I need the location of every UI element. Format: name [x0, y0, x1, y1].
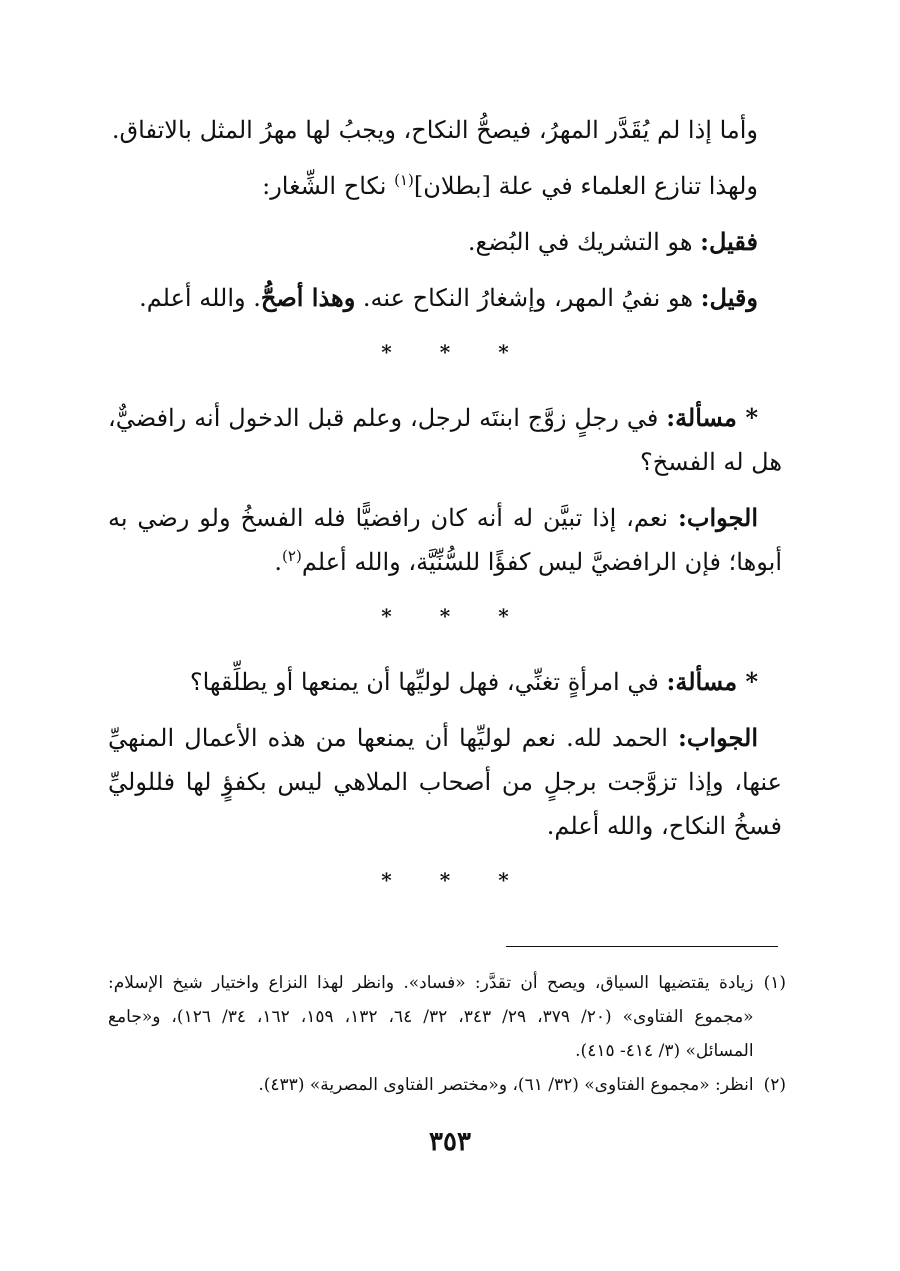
footnote-text: انظر: «مجموع الفتاوى» (٣٢/ ٦١)، و«مختصر الفتاوى المصرية» (٤٣٣).: [258, 1075, 754, 1095]
footnote-text: زيادة يقتضيها السياق، ويصح أن تقدَّر: «فساد». وانظر لهذا النزاع واختيار شيخ الإسلام: «مجموع الفتاوى» (٢٠/ ٣٧٩، ٢٩/ ٣٤٣، ٣٢/ ٦٤، ١٣٢، ١٥٩، ١٦٢، ٣٤/ ١٢٦)، و«جامع المسائل» (٣/ ٤١٤- ٤١٥).: [108, 973, 754, 1061]
question-rafidi: * مسألة: في رجلٍ زوَّج ابنتَه لرجل، وعلم قبل الدخول أنه رافضيٌّ، هل له الفسخ؟: [108, 403, 782, 476]
opinion-label: فقيل:: [700, 227, 758, 256]
question-singer: * مسألة: في امرأةٍ تغنِّي، فهل لوليِّها أن يمنعها أو يطلِّقها؟: [189, 667, 758, 696]
asterisk-icon: *: [439, 868, 451, 892]
footnote-divider: [506, 946, 778, 947]
asterisk-icon: *: [498, 604, 509, 628]
main-text: [108, 108, 782, 924]
answer-label: الجواب:: [678, 723, 758, 752]
section-separator: [108, 606, 782, 626]
asterisk-icon: *: [439, 340, 451, 364]
section-separator: [108, 870, 782, 890]
footnote-number: (٢): [763, 1075, 786, 1095]
asterisk-icon: *: [381, 340, 392, 364]
footnote-2: [108, 1068, 786, 1102]
footnote-ref-1[interactable]: (١): [394, 171, 414, 189]
asterisk-icon: *: [498, 340, 509, 364]
paragraph-first-opinion: فقيل: هو التشريك في البُضع.: [467, 227, 758, 256]
footnotes: [108, 966, 786, 1102]
question-label: * مسألة:: [666, 403, 758, 432]
footnote-1: [108, 966, 786, 1068]
paragraph-shighar: ولهذا تنازع العلماء في علة [بطلان]$^{(١)}$ نكاح الشِّغار:: [262, 171, 758, 200]
answer-label: الجواب:: [678, 503, 758, 532]
asterisk-icon: *: [498, 868, 509, 892]
answer-rafidi: الجواب: نعم، إذا تبيَّن له أنه كان رافضيًّا فله الفسخُ ولو رضي به أبوها؛ فإن الرافضيَّ ليس كفؤًا للسُّنِّيَّة، والله أعلم$^{(٢)}$.: [108, 503, 782, 576]
paragraph-mahr: وأما إذا لم يُقَدَّر المهرُ، فيصحُّ النكاح، ويجبُ لها مهرُ المثل بالاتفاق.: [111, 116, 758, 144]
question-label: * مسألة:: [666, 667, 758, 696]
paragraph-second-opinion: وقيل: هو نفيُ المهر، وإشغارُ النكاح عنه. وهذا أصحُّ. والله أعلم.: [139, 283, 758, 312]
footnote-ref-2[interactable]: (٢): [282, 547, 302, 565]
asterisk-icon: *: [381, 868, 392, 892]
asterisk-icon: *: [439, 604, 451, 628]
footnote-number: (١): [763, 973, 786, 993]
opinion-label: وقيل:: [700, 283, 758, 312]
page-number: ٣٥٣: [429, 1127, 471, 1157]
section-separator: [108, 342, 782, 362]
asterisk-icon: *: [381, 604, 392, 628]
answer-singer: الجواب: الحمد لله. نعم لوليِّها أن يمنعها من هذه الأعمال المنهيِّ عنها، وإذا تزوَّجت برجلٍ من أصحاب الملاهي ليس بكفؤٍ لها فللوليِّ فسخُ النكاح، والله أعلم.: [108, 723, 782, 840]
